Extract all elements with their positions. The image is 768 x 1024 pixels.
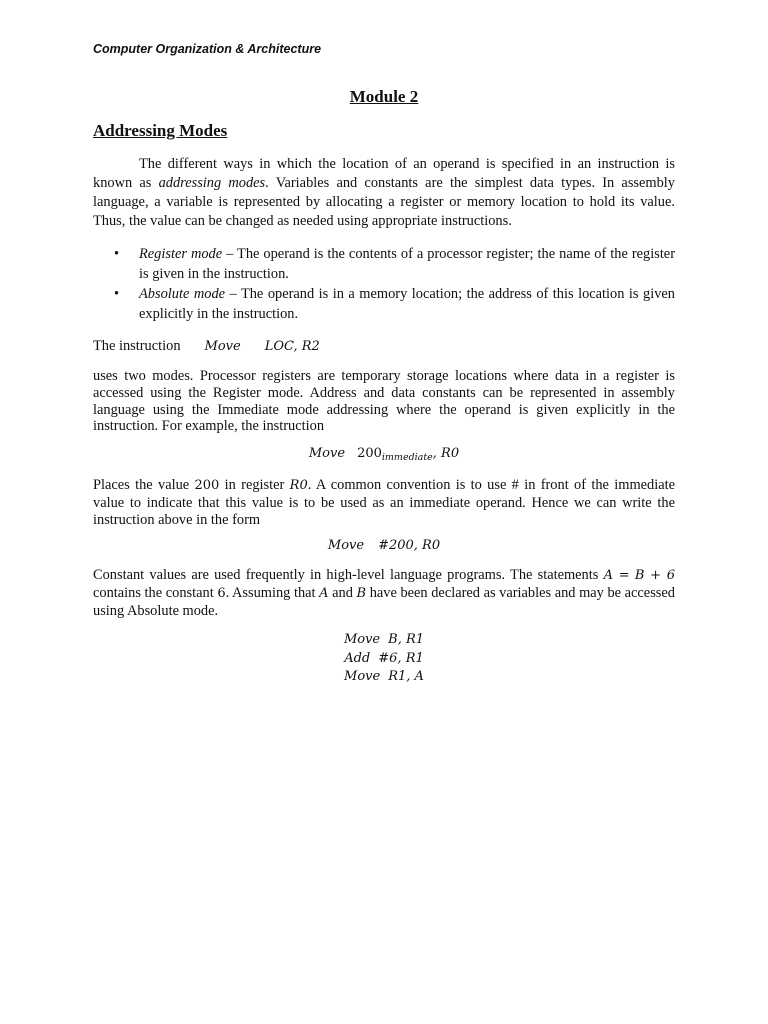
intro-text-b: . Variables and constants are the simplest data types. In assembly language, a variable is represented by allocating a register or memory location to hold its value. Thus, the value can be changed as needed using appropriate instructions. [93, 175, 675, 229]
program-listing [0, 630, 768, 686]
places-reg: R0 [289, 478, 308, 493]
module-title: Module 2 [349, 87, 419, 106]
bullet-term: Register mode [139, 246, 223, 262]
prog-args: #6, R1 [378, 650, 424, 666]
intro-emphasis: addressing modes [158, 175, 266, 191]
bullet-icon: • [114, 286, 120, 302]
prog-op: Move [344, 669, 381, 684]
const-a: Constant values are used frequently in high-level language programs. The statements [93, 567, 604, 583]
program-line [0, 630, 768, 649]
program-line [0, 649, 768, 668]
const-m3: 6 [217, 585, 226, 601]
prog-op: Add [344, 650, 371, 666]
const-m1: A = [603, 568, 630, 583]
bullet-term: Absolute mode [139, 286, 226, 302]
places-paragraph [93, 477, 675, 528]
const-c: . Assuming that [225, 584, 320, 601]
prog-args: R1, A [388, 669, 424, 684]
prog-args: B, R1 [388, 632, 425, 647]
mode-list [93, 244, 675, 324]
instruction-args: LOC, R2 [264, 339, 320, 354]
eq-reg: , R0 [432, 446, 460, 461]
places-a: Places the value [93, 477, 195, 493]
immediate-equation [0, 446, 768, 463]
section-title: Addressing Modes [93, 121, 228, 140]
list-item [93, 244, 675, 284]
instruction-line [93, 337, 675, 356]
intro-paragraph [93, 155, 675, 231]
bullet-icon: • [114, 246, 120, 262]
instruction-lead: The instruction [93, 338, 181, 354]
eq-value: 200 [357, 446, 382, 461]
eq-op: Move [308, 446, 346, 461]
const-m2: B + 6 [634, 568, 676, 583]
intro-text-a: The different ways in which the location of an operand is specified in an instruction is known as [93, 156, 675, 191]
places-value: 200 [194, 478, 220, 493]
places-c: . A common convention is to use # in front of the immediate value to indicate that this value is to be used as an immediate operand. Hence we can write the instruction above in the form [93, 477, 675, 528]
instruction-op: Move [204, 339, 241, 354]
prog-op: Move [343, 632, 381, 647]
eq-args: #200, R0 [378, 538, 441, 553]
list-item [93, 284, 675, 324]
places-b: in register [219, 477, 290, 493]
program-line [0, 667, 768, 686]
eq-subscript: immediate [381, 452, 433, 463]
const-e: have been declared as variables and may be accessed using Absolute mode. [93, 584, 675, 619]
constant-paragraph [93, 567, 675, 619]
const-b: contains the constant [93, 584, 218, 601]
bullet-text: – The operand is in a memory location; the address of this location is given explicitly in the instruction. [139, 286, 675, 322]
const-m5: B [356, 585, 367, 601]
two-modes-paragraph: uses two modes. Processor registers are temporary storage locations where data in a register is accessed using the Register mode. Address and data constants can be represented in assembly language using the Immediate mode addressing where the operand is given explicitly in the instruction. For example, the instruction [93, 368, 675, 435]
bullet-text: – The operand is the contents of a processor register; the name of the register is given in the instruction. [139, 246, 675, 282]
const-m4: A [319, 585, 329, 601]
const-d: and [328, 584, 357, 601]
hash-equation [0, 538, 768, 554]
running-header: Computer Organization & Architecture [93, 42, 322, 56]
eq-op: Move [327, 538, 365, 553]
